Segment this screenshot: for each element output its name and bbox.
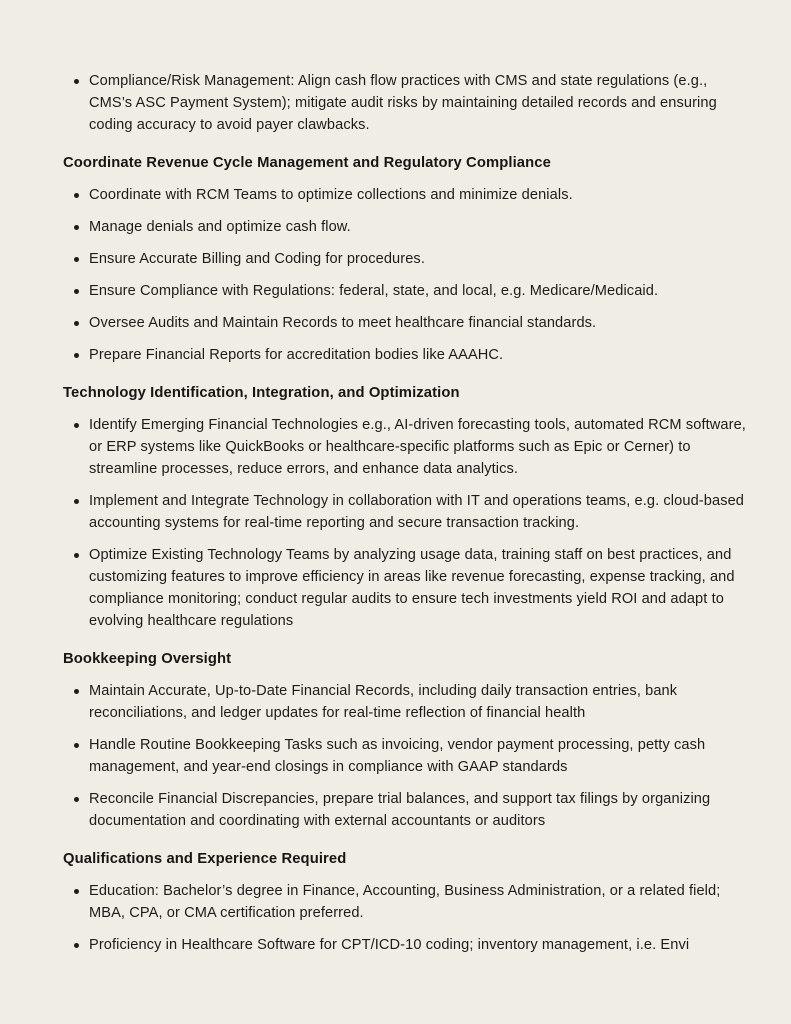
bullet-text: Reconcile Financial Discrepancies, prepare trial balances, and support tax filings by organizing documentation and coordinating with external accountants or auditors [89,791,711,829]
bullet-icon [74,423,79,428]
bullet-icon [74,889,79,894]
bullet-icon [74,797,79,802]
list-item [63,280,748,302]
list-item [63,70,748,136]
bullet-icon [74,499,79,504]
bullet-text: Coordinate with RCM Teams to optimize collections and minimize denials. [89,187,573,203]
list-item [63,880,748,924]
bullet-text: Handle Routine Bookkeeping Tasks such as invoicing, vendor payment processing, petty cash management, and year-end closings in compliance with GAAP standards [89,737,706,775]
list-item [63,680,748,724]
section-heading: Qualifications and Experience Required [63,851,347,867]
bullet-text: Optimize Existing Technology Teams by analyzing usage data, training staff on best practices, and customizing features to improve efficiency in areas like revenue forecasting, expense tracking, and compliance monitoring; conduct regular audits to ensure tech investments yield ROI and adapt to evolving healthcare regulations [89,547,735,629]
list-item [63,734,748,778]
bullet-text: Implement and Integrate Technology in collaboration with IT and operations teams, e.g. cloud-based accounting systems for real-time reporting and secure transaction tracking. [89,493,745,531]
list-item [63,344,748,366]
list-item [63,934,748,956]
bullet-icon [74,257,79,262]
list-item [63,312,748,334]
list-item [63,788,748,832]
bullet-icon [74,193,79,198]
bullet-text: Prepare Financial Reports for accreditation bodies like AAAHC. [89,347,504,363]
bullet-icon [74,289,79,294]
list-item [63,248,748,270]
bullet-text: Ensure Compliance with Regulations: federal, state, and local, e.g. Medicare/Medicaid. [89,283,659,299]
bullet-text: Compliance/Risk Management: Align cash flow practices with CMS and state regulations (e.g., CMS’s ASC Payment System); mitigate audit risks by maintaining detailed records and ensuring coding accuracy to avoid payer clawbacks. [89,73,717,133]
list-item [63,184,748,206]
bullet-text: Proficiency in Healthcare Software for CPT/ICD-10 coding; inventory management, i.e. Envi [89,937,690,953]
list-item [63,414,748,480]
list-item [63,544,748,632]
list-item [63,216,748,238]
bullet-text: Oversee Audits and Maintain Records to meet healthcare financial standards. [89,315,597,331]
bullet-icon [74,553,79,558]
section-heading: Bookkeeping Oversight [63,651,232,667]
bullet-text: Identify Emerging Financial Technologies e.g., AI-driven forecasting tools, automated RCM software, or ERP systems like QuickBooks or healthcare-specific platforms such as Epic or Cerner) to streamline processes, reduce errors, and enhance data analytics. [89,417,746,477]
bullet-icon [74,225,79,230]
section-heading: Coordinate Revenue Cycle Management and Regulatory Compliance [63,155,551,171]
list-item [63,490,748,534]
bullet-text: Maintain Accurate, Up-to-Date Financial Records, including daily transaction entries, bank reconciliations, and ledger updates for real-time reflection of financial health [89,683,678,721]
bullet-icon [74,689,79,694]
bullet-icon [74,321,79,326]
bullet-icon [74,79,79,84]
section-heading: Technology Identification, Integration, and Optimization [63,385,460,401]
bullet-text: Education: Bachelor’s degree in Finance, Accounting, Business Administration, or a related field; MBA, CPA, or CMA certification preferred. [89,883,721,921]
bullet-icon [74,743,79,748]
bullet-icon [74,943,79,948]
bullet-text: Manage denials and optimize cash flow. [89,219,351,235]
bullet-text: Ensure Accurate Billing and Coding for procedures. [89,251,425,267]
bullet-icon [74,353,79,358]
